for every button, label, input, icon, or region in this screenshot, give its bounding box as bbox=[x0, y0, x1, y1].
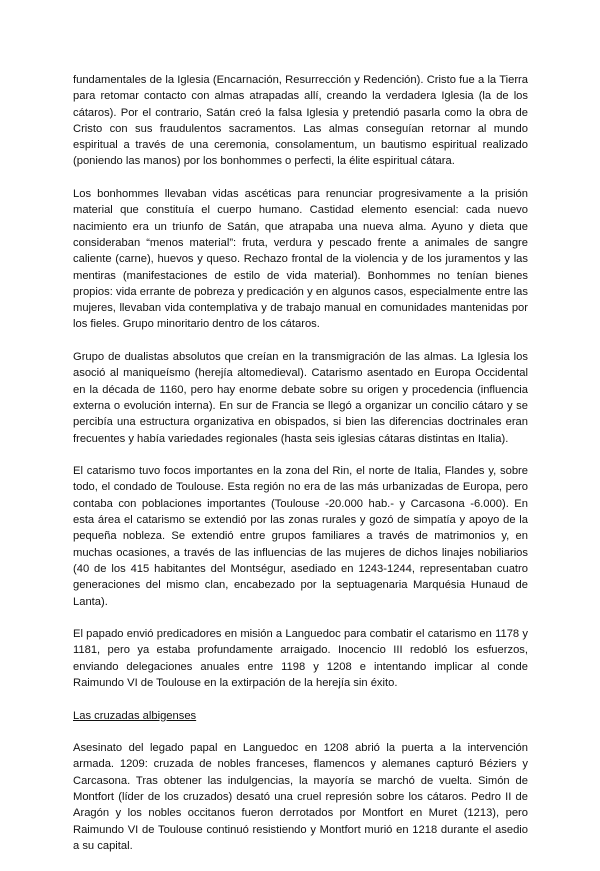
paragraph-doctrine: fundamentales de la Iglesia (Encarnación, Resurrección y Redención). Cristo fue a la Tierra para retomar contacto con almas atrapadas allí, creando la verdadera Iglesia (la de los cátaros). Por el contrario, Satán creó la falsa Iglesia y pretendió pasarla como la obra de Cristo con sus fraudulentos sacramentos. Las almas conseguían retornar al mundo espiritual a través de una ceremonia, consolamentum, un bautismo espiritual realizado (poniendo las manos) por los bonhommes o perfecti, la élite espiritual cátara. bbox=[73, 74, 528, 168]
paragraph-papacy: El papado envió predicadores en misión a Languedoc para combatir el catarismo en 1178 y 1181, pero ya estaba profundamente arraigado. Inocencio III redobló los esfuerzos, enviando delegaciones anuales entre 1198 y 1208 e intentando implicar al conde Raimundo VI de Toulouse en la extirpación de la herejía sin éxito. bbox=[73, 628, 528, 689]
document-page bbox=[73, 72, 528, 871]
paragraph-regions: El catarismo tuvo focos importantes en la zona del Rin, el norte de Italia, Flandes y, sobre todo, el condado de Toulouse. Esta región no era de las más urbanizadas de Europa, pero contaba con poblaciones importantes (Toulouse -20.000 hab.- y Carcasona -6.000). En esta área el catarismo se extendió por las zonas rurales y gozó de simpatía y apoyo de la pequeña nobleza. Se extendió entre grupos familiares a través de matrimonios y, en muchas ocasiones, a través de las influencias de las mujeres de dichos linajes nobiliarios (40 de los 415 habitantes del Montségur, asediado en 1243-1244, representaban cuatro generaciones del mismo clan, encabezado por la septuagenaria Marquésia Hunaud de Lanta). bbox=[73, 465, 528, 608]
paragraph-dualists: Grupo de dualistas absolutos que creían en la transmigración de las almas. La Iglesia los asoció al maniqueísmo (herejía altomedieval). Catarismo asentado en Europa Occidental en la década de 1160, pero hay enorme debate sobre su origen y procedencia (influencia externa o evolución interna). En sur de Francia se llegó a organizar un concilio cátaro y se percibía una estructura organizativa en obispados, si bien las diferencias doctrinales eran frecuentes y había variedades regionales (hasta seis iglesias cátaras distintas en Italia). bbox=[73, 351, 528, 445]
section-heading: Las cruzadas albigenses bbox=[73, 709, 197, 722]
paragraph-crusades: Asesinato del legado papal en Languedoc en 1208 abrió la puerta a la intervención armada. 1209: cruzada de nobles franceses, flamencos y alemanes capturó Béziers y Carcasona. Tras obtener las indulgencias, la mayoría se marchó de vuelta. Simón de Montfort (líder de los cruzados) desató una cruel represión sobre los cátaros. Pedro II de Aragón y los nobles occitanos fueron derrotados por Montfort en Muret (1213), pero Raimundo VI de Toulouse continuó resistiendo y Montfort murió en 1218 durante el asedio a su capital. bbox=[73, 742, 528, 852]
paragraph-bonhommes: Los bonhommes llevaban vidas ascéticas para renunciar progresivamente a la prisión material que constituía el cuerpo humano. Castidad elemento esencial: cada nuevo nacimiento era un triunfo de Satán, que atrapaba una nueva alma. Ayuno y dieta que consideraban “menos material”: fruta, verdura y pescado frente a animales de sangre caliente (carne), huevos y queso. Rechazo frontal de la violencia y de los juramentos y las mentiras (manifestaciones de estilo de vida material). Bonhommes no tenían bienes propios: vida errante de pobreza y predicación y en algunos casos, especialmente entre las mujeres, llevaban vida contemplativa y de trabajo manual en comunidades mantenidas por los fieles. Grupo minoritario dentro de los cátaros. bbox=[73, 188, 528, 331]
